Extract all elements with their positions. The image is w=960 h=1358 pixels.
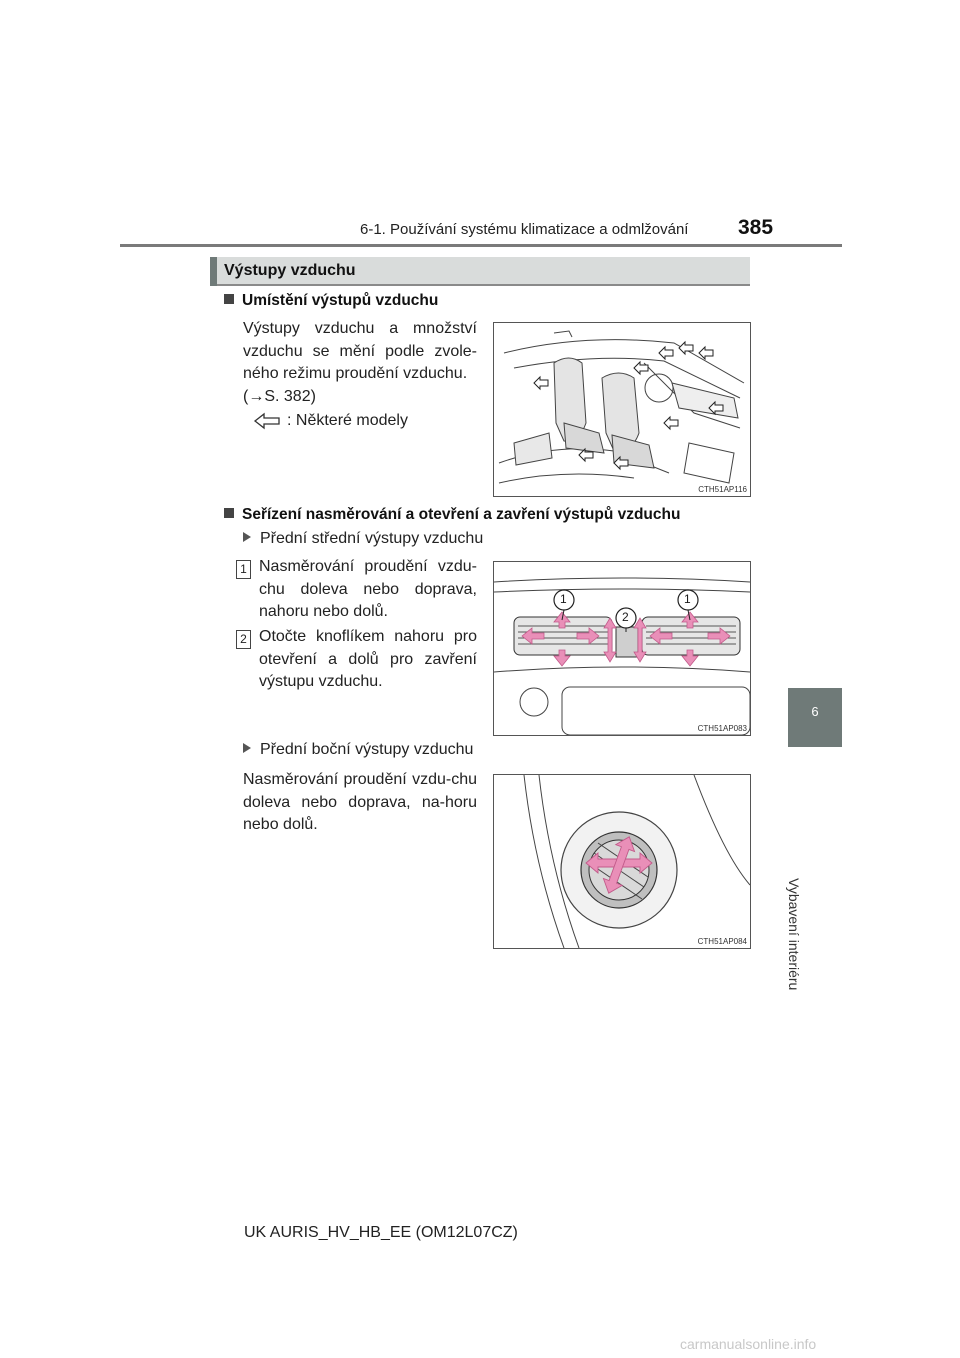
callout-1-left: 1 [560,592,567,606]
front-side-heading: Přední boční výstupy vzduchu [243,741,473,759]
location-text: Výstupy vzduchu a množství vzduchu se mění podle zvole-ného režimu proudění vzduchu. (→S. 382) [243,320,477,405]
figure-code: CTH51AP083 [697,724,747,733]
header-rule [120,244,842,247]
center-vents-illustration [494,562,750,735]
figure-center-vents [493,561,751,736]
front-side-text: Nasměrování proudění vzdu-chu doleva nebo doprava, na-horu nebo dolů. [243,771,477,833]
header-section-path: 6-1. Používání systému klimatizace a odmlžování [360,221,689,238]
square-bullet-icon [224,294,234,304]
callout-1-right: 1 [684,592,691,606]
callout-2: 2 [622,610,629,624]
square-bullet-icon [224,508,234,518]
page-reference: (→S. 382) [243,387,316,405]
figure-side-vent [493,774,751,949]
car-interior-illustration [494,323,750,496]
chapter-title: Vybavení interiéru [786,878,802,991]
adjust-heading: Seřízení nasměrování a otevření a zavření výstupů vzduchu [224,506,680,524]
triangle-bullet-icon [243,743,251,753]
triangle-bullet-icon [243,532,251,542]
footer-model: UK AURIS_HV_HB_EE (OM12L07CZ) [244,1224,518,1241]
item-number-1: 1 [236,560,251,579]
front-center-heading: Přední střední výstupy vzduchu [243,530,483,548]
item-2-text: Otočte knoflíkem nahoru pro otevření a dolů pro zavření výstupu vzduchu. [259,628,477,690]
chapter-number: 6 [811,704,819,719]
item-number-2: 2 [236,630,251,649]
page-number: 385 [738,216,774,239]
outlet-arrow-icon [252,411,282,431]
watermark[interactable]: carmanualsonline.info [680,1336,817,1352]
figure-code: CTH51AP116 [698,485,747,494]
figure-code: CTH51AP084 [697,937,747,946]
side-vent-illustration [494,775,750,948]
figure-car-interior [493,322,751,497]
section-title: Výstupy vzduchu [224,262,356,279]
legend-text: : Některé modely [287,412,408,429]
location-heading: Umístění výstupů vzduchu [224,292,438,310]
chapter-title-vertical [786,878,832,991]
item-1-text: Nasměrování proudění vzdu-chu doleva nebo doprava, nahoru nebo dolů. [259,558,477,620]
legend-row [252,410,492,432]
